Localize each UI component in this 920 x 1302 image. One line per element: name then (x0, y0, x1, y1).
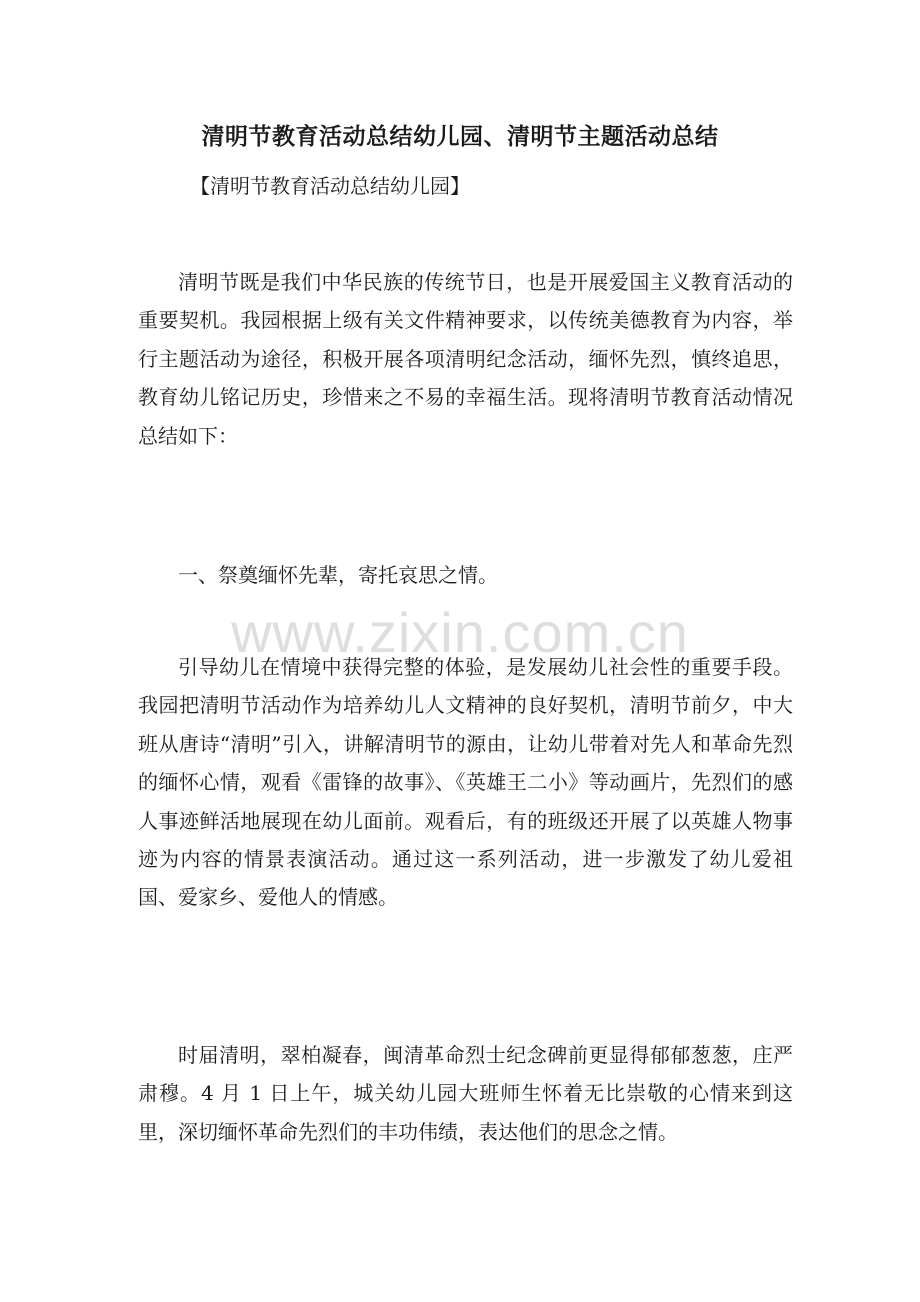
document-subtitle: 【清明节教育活动总结幼儿园】 (190, 174, 470, 198)
paragraph-qingming-visit: 时届清明，翠柏凝春，闽清革命烈士纪念碑前更显得郁郁葱葱，庄严肃穆。4 月 1 日上午，城关幼儿园大班师生怀着无比崇敬的心情来到这里，深切缅怀革命先烈们的丰功伟绩，表达他们的思念之情。 (138, 1043, 793, 1144)
document-title: 清明节教育活动总结幼儿园、清明节主题活动总结 (201, 123, 719, 150)
paragraph-section-1: 引导幼儿在情境中获得完整的体验，是发展幼儿社会性的重要手段。我园把清明节活动作为培养幼儿人文精神的良好契机，清明节前夕，中大班从唐诗“清明”引入，讲解清明节的源由，让幼儿带着对先人和革命先烈的缅怀心情，观看《雷锋的故事》、《英雄王二小》等动画片，先烈们的感人事迹鲜活地展现在幼儿面前。观看后，有的班级还开展了以英雄人物事迹为内容的情景表演活动。通过这一系列活动，进一步激发了幼儿爱祖国、爱家乡、爱他人的情感。 (138, 655, 793, 910)
watermark: www.zixin.com.cn (231, 601, 689, 664)
paragraph-intro: 清明节既是我们中华民族的传统节日，也是开展爱国主义教育活动的重要契机。我园根据上级有关文件精神要求，以传统美德教育为内容，举行主题活动为途径，积极开展各项清明纪念活动，缅怀先烈，慎终追思，教育幼儿铭记历史，珍惜来之不易的幸福生活。现将清明节教育活动情况总结如下： (138, 270, 793, 448)
section-heading-1: 一、祭奠缅怀先辈，寄托哀思之情。 (178, 563, 498, 587)
